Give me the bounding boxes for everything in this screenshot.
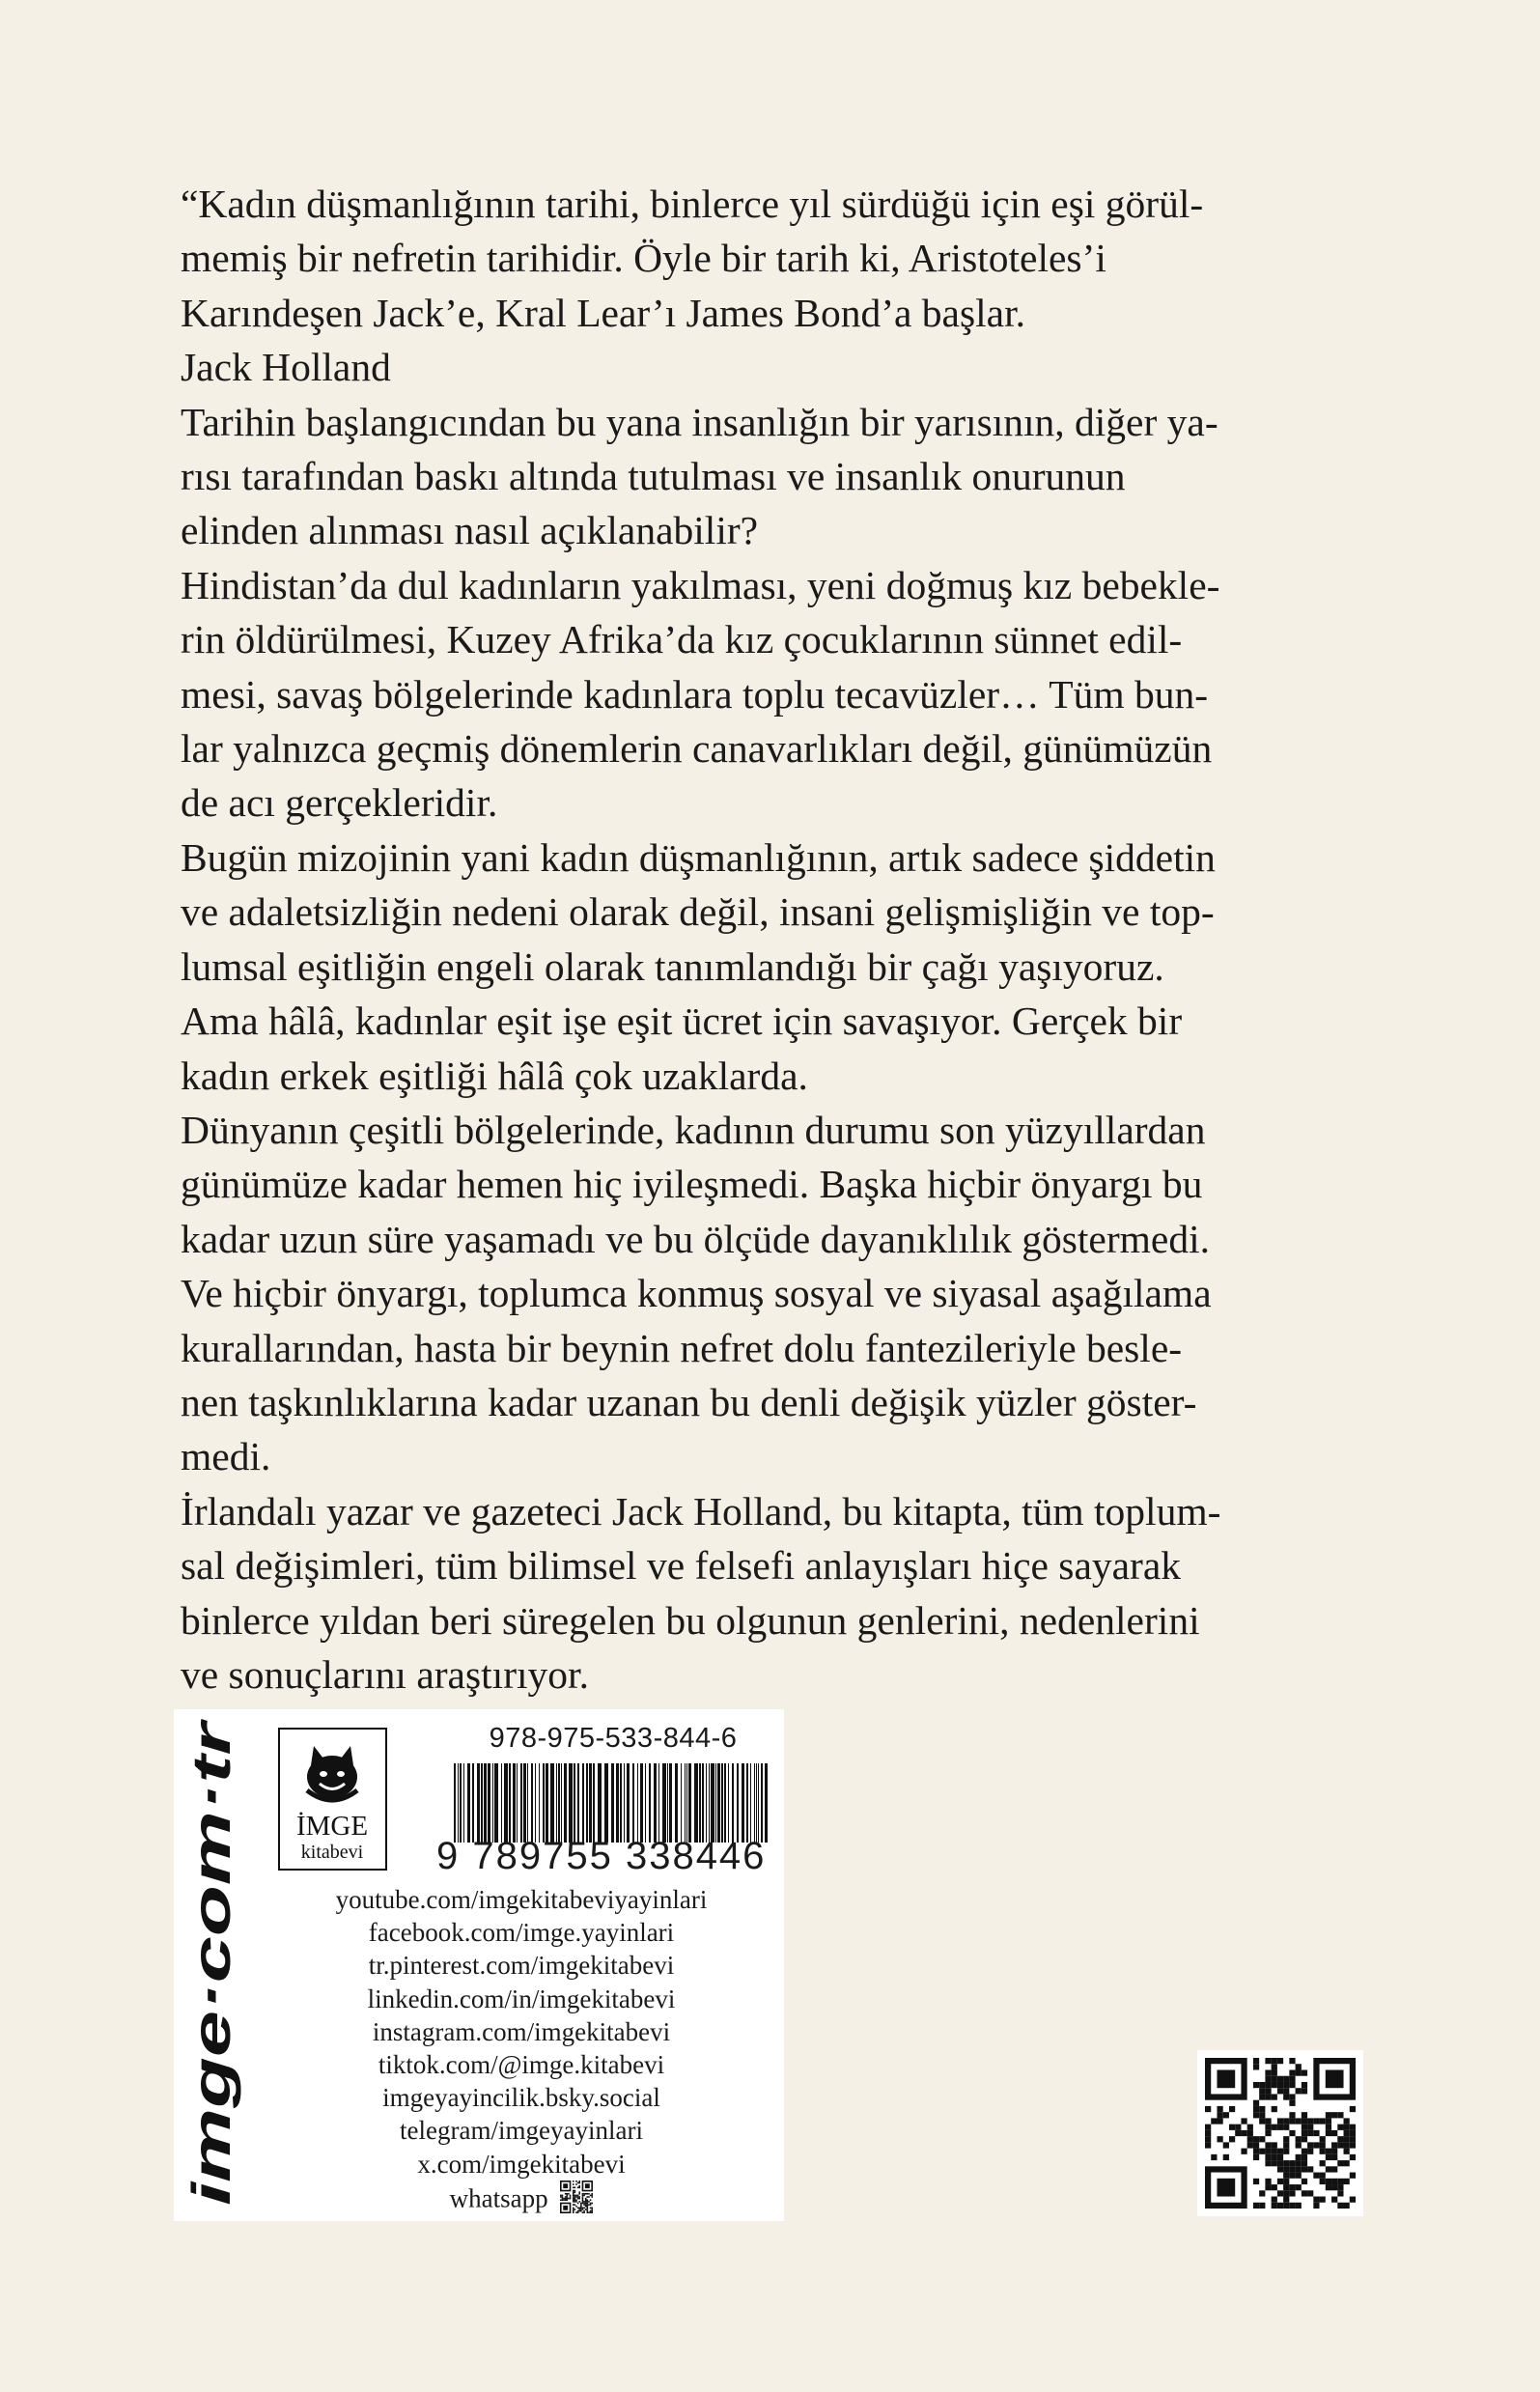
publisher-info-box [174,1709,784,2221]
publisher-logo [277,1727,388,1871]
opening-quote [181,177,1380,340]
blurb-line: mesi, savaş bölgelerinde kadınlara toplu tecavüzler… Tüm bun- [181,671,1209,717]
blurb-line: ve adaletsizliğin nedeni olarak değil, insani gelişmişliğin ve top- [181,889,1215,935]
blurb-paragraph [181,994,1380,1103]
blurb-line: de acı gerçekleridir. [181,780,498,826]
website-vertical [174,1709,251,2221]
social-links [259,1883,784,2221]
blurb-line: Dünyanın çeşitli bölgelerinde, kadının durumu son yüzyıllardan [181,1107,1206,1152]
quote-line: memiş bir nefretin tarihidir. Öyle bir tarih ki, Aristoteles’i [181,236,1106,281]
blurb-line: rısı tarafından baskı altında tutulması ve insanlık onurunun [181,454,1126,499]
blurb-line: kurallarından, hasta bir beynin nefret dolu fantezileriyle besle- [181,1325,1183,1370]
quote-line: “Kadın düşmanlığının tarihi, binlerce yıl sürdüğü için eşi görül- [181,182,1204,226]
bluesky-link[interactable]: imgeyayincilik.bsky.social [382,2083,660,2113]
blurb-line: İrlandalı yazar ve gazeteci Jack Holland, bu kitapta, tüm toplum- [181,1488,1221,1534]
blurb-line: binlerce yıldan beri süregelen bu olgunun genlerini, nedenlerini [181,1597,1200,1643]
barcode-digits: 9 789755 338446 [436,1835,767,1877]
blurb-line: Ve hiçbir önyargı, toplumca konmuş sosyal ve siyasal aşağılama [181,1271,1212,1316]
blurb-line: sal değişimleri, tüm bilimsel ve felsefi anlayışları hiçe sayarak [181,1543,1182,1589]
blurb-line: Tarihin başlangıcından bu yana insanlığın bir yarısının, diğer ya- [181,399,1218,444]
back-cover-text [181,177,1380,1702]
cat-icon [307,1746,357,1800]
blurb-line: Bugün mizojinin yani kadın düşmanlığının, artık sadece şiddetin [181,834,1216,880]
blurb-line: kadar uzun süre yaşamadı ve bu ölçüde dayanıklılık göstermedi. [181,1216,1210,1261]
blurb-paragraph [181,1484,1380,1703]
tiktok-link[interactable]: tiktok.com/@imge.kitabevi [378,2050,665,2080]
logo-sub: kitabevi [300,1842,364,1863]
linkedin-link[interactable]: linkedin.com/in/imgekitabevi [367,1984,676,2013]
x-link[interactable]: x.com/imgekitabevi [417,2149,626,2179]
facebook-link[interactable]: facebook.com/imge.yayinlari [368,1918,675,1948]
blurb-line: Ama hâlâ, kadınlar eşit işe eşit ücret için savaşıyor. Gerçek bir [181,999,1183,1044]
blurb-paragraph [181,395,1380,558]
qr-code[interactable] [1197,2050,1363,2216]
blurb-paragraph [181,830,1380,994]
isbn-label: 978-975-533-844-6 [489,1723,738,1754]
logo-name: İMGE [295,1811,369,1842]
telegram-link[interactable]: telegram/imgeyayinlari [400,2116,643,2146]
blurb-paragraph [181,1103,1380,1484]
whatsapp-qr-icon[interactable] [560,2181,593,2221]
youtube-link[interactable]: youtube.com/imgekitabeviyayinlari [335,1885,708,1914]
pinterest-link[interactable]: tr.pinterest.com/imgekitabevi [368,1951,675,1981]
whatsapp-label[interactable]: whatsapp [449,2183,548,2213]
blurb-line: lumsal eşitliğin engeli olarak tanımlandığı bir çağı yaşıyoruz. [181,943,1164,989]
blurb-paragraph [181,558,1380,830]
website-vertical-text: imge·com·tr [181,1893,241,2206]
blurb-line: günümüze kadar hemen hiç iyileşmedi. Başka hiçbir önyargı bu [181,1162,1203,1207]
blurb-line: elinden alınması nasıl açıklanabilir? [181,508,759,553]
blurb-line: Hindistan’da dul kadınların yakılması, yeni doğmuş kız bebekle- [181,562,1220,607]
blurb-line: ve sonuçlarını araştırıyor. [181,1651,589,1697]
blurb-line: kadın erkek eşitliği hâlâ çok uzaklarda. [181,1053,808,1098]
instagram-link[interactable]: instagram.com/imgekitabevi [372,2016,671,2046]
blurb-line: rin öldürülmesi, Kuzey Afrika’da kız çocuklarının sünnet edil- [181,617,1183,662]
whatsapp-row [259,2181,784,2221]
blurb-line: nen taşkınlıklarına kadar uzanan bu denli değişik yüzler göster- [181,1379,1197,1424]
quote-attribution: Jack Holland [181,345,391,390]
blurb-line: lar yalnızca geçmiş dönemlerin canavarlıkları değil, günümüzün [181,726,1213,772]
quote-line: Karındeşen Jack’e, Kral Lear’ı James Bond’a başlar. [181,290,1025,335]
blurb-line: medi. [181,1434,271,1479]
